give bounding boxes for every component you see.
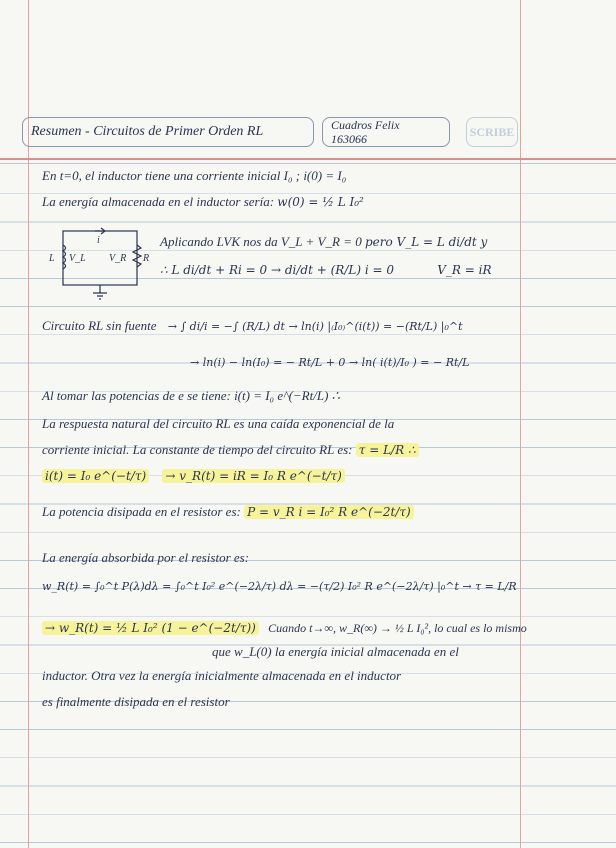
absorbed-energy-highlight: → w_R(t) = ½ L I₀² (1 − e^(−2t/τ)): [42, 621, 259, 635]
line-8: La respuesta natural del circuito RL es una caída exponencial de la: [42, 416, 395, 431]
inductor-label: L: [49, 253, 55, 264]
line-9: corriente inicial. La constante de tiempo del circuito RL es: τ = L/R ∴: [42, 442, 419, 458]
line-17: es finalmente disipada en el resistor: [42, 694, 230, 709]
line-5: Circuito RL sin fuente → ∫ di/i = −∫ (R/L) dt → ln(i) |₍I₀₎^(i(t)) = −(Rt/L) |₀^t: [42, 318, 463, 333]
time-constant-highlight: τ = L/R ∴: [356, 443, 419, 457]
author-name: Cuadros Felix: [331, 118, 400, 132]
resistor-voltage-highlight: → v_R(t) = iR = I₀ R e^(−t/τ): [162, 469, 344, 483]
line-7: Al tomar las potencias de e se tiene: i(t) = I₀ e^(−Rt/L) ∴: [42, 388, 340, 403]
title-box: [22, 117, 314, 147]
energy-formula: w(0) = ½ L I₀²: [277, 195, 364, 209]
line-16: inductor. Otra vez la energía inicialmente almacenada en el inductor: [42, 668, 402, 683]
circuit-caption: Circuito RL sin fuente: [42, 318, 157, 333]
line-6: → ln(i) − ln(I₀) = − Rt/L + 0 → ln( i(t)/I₀ ) = − Rt/L: [190, 356, 470, 369]
line-10: [42, 468, 345, 484]
line-13: w_R(t) = ∫₀^t P(λ)dλ = ∫₀^t I₀² e^(−2λ/τ) dλ = −(τ/2) I₀² R e^(−2λ/τ) |₀^t → τ = L/R: [42, 580, 517, 593]
line-4: ∴ L di/dt + Ri = 0 → di/dt + (R/L) i = 0 V_R = iR: [160, 263, 492, 277]
line-15: que w_L(0) la energía inicial almacenada en el: [212, 644, 459, 659]
logo-text: SCRIBE: [469, 124, 515, 139]
line-11: La potencia disipada en el resistor es: P = v_R i = I₀² R e^(−2t/τ): [42, 504, 414, 520]
current-arrow: [95, 228, 105, 234]
resistor-label: R: [143, 253, 150, 264]
current-label: i: [97, 235, 100, 246]
scribe-logo: [466, 117, 518, 147]
header-divider: [0, 158, 616, 160]
line-12: La energía absorbida por el resistor es:: [42, 550, 250, 565]
line-2: La energía almacenada en el inductor sería: w(0) = ½ L I₀²: [42, 194, 364, 209]
author-box: [322, 117, 450, 147]
ground-symbol: [93, 285, 107, 299]
right-margin-line: [520, 0, 521, 848]
rl-circuit-diagram: [49, 223, 150, 293]
line-3: Aplicando LVK nos da V_L + V_R = 0 pero V_L = L di/dt y: [160, 234, 488, 249]
author-code: 163066: [331, 132, 367, 146]
page-title: Resumen - Circuitos de Primer Orden RL: [31, 124, 264, 139]
line-1: En t=0, el inductor tiene una corriente inicial I₀ ; i(0) = I₀: [42, 168, 347, 183]
line-14: → w_R(t) = ½ L I₀² (1 − e^(−2t/τ)) Cuando t→∞, w_R(∞) → ½ L I₀², lo cual es lo mismo: [42, 620, 527, 636]
inductor-voltage-label: V_L: [69, 253, 86, 264]
resistor-voltage-label: V_R: [109, 253, 127, 264]
power-highlight: P = v_R i = I₀² R e^(−2t/τ): [244, 505, 414, 519]
current-response-highlight: i(t) = I₀ e^(−t/τ): [42, 469, 149, 483]
